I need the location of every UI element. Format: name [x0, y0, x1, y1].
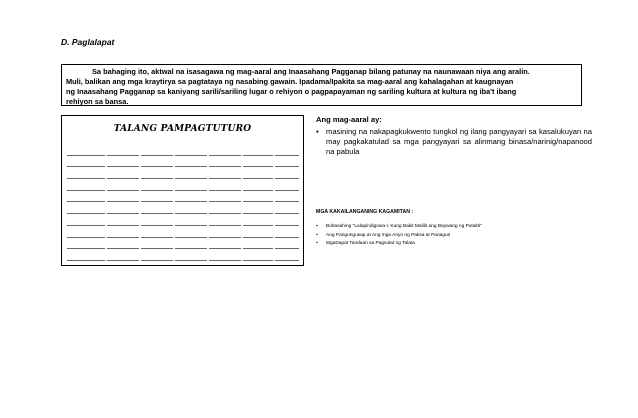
intro-line: Muli, balikan ang mga kraytirya sa pagtataya ng nasabing gawain. Ipadama/Ipakita sa mag-aaral ang kahalagahan at kaugnayan — [66, 77, 514, 86]
intro-line: Sa bahaging ito, aktwal na isasagawa ng mag-aaral ang Inaasahang Pagganap bilang patunay na naunawaan niya ang aralin. — [92, 67, 530, 76]
bullet-icon: ▪ — [316, 127, 319, 136]
material-text: Bobasahing "Lalapindigowa-i: Kung Bakit Malilit ang Baywang ng Putakti" — [326, 224, 482, 229]
objective-text: masining na nakapagkukwento tungkol ng ilang pangyayari sa kasalukuyan na may pagkakatulad sa mga pangyayari sa alinmang binasa/narinig/napanood na pabula — [326, 127, 592, 156]
learner-heading: Ang mag-aaral ay: — [316, 115, 382, 124]
teaching-notes-title: TALANG PAMPAGTUTURO — [113, 124, 252, 134]
writing-line — [67, 156, 299, 168]
teaching-notes-box — [61, 115, 304, 266]
intro-line: rehiyon sa bansa. — [66, 97, 129, 106]
writing-line — [67, 214, 299, 226]
material-item — [316, 232, 592, 241]
writing-line — [67, 202, 299, 214]
writing-line — [67, 191, 299, 203]
writing-line — [67, 167, 299, 179]
intro-line: ng Inaasahang Pagganap sa kaniyang sarili/sariling lugar o rehiyon o pagpapayaman ng sariling kultura at kultura ng iba't ibang — [66, 87, 517, 96]
objective-item — [316, 127, 592, 157]
writing-line — [67, 226, 299, 238]
material-item — [316, 240, 592, 249]
learner-objectives — [316, 115, 592, 157]
writing-line — [67, 238, 299, 250]
bullet-icon: ▪ — [316, 241, 318, 247]
intro-box — [61, 64, 582, 106]
writing-line — [67, 144, 299, 156]
material-text: Ang Pangungusap at Ang mga Anyo ng Paksa at Panaguri — [326, 232, 451, 238]
section-title: D. Paglalapat — [61, 37, 115, 47]
bullet-icon: ▪ — [316, 232, 318, 238]
teaching-notes-lines — [67, 144, 299, 261]
bullet-icon: ▪ — [316, 224, 318, 229]
material-text: MgaDapat Tandaan sa Pagsulat ng Talata — [326, 241, 415, 247]
writing-line — [67, 179, 299, 191]
materials-section — [316, 209, 592, 249]
materials-heading: MGA KAKAILANGANING KAGAMITAN : — [316, 209, 414, 215]
writing-line — [67, 249, 299, 261]
material-item — [316, 223, 592, 232]
